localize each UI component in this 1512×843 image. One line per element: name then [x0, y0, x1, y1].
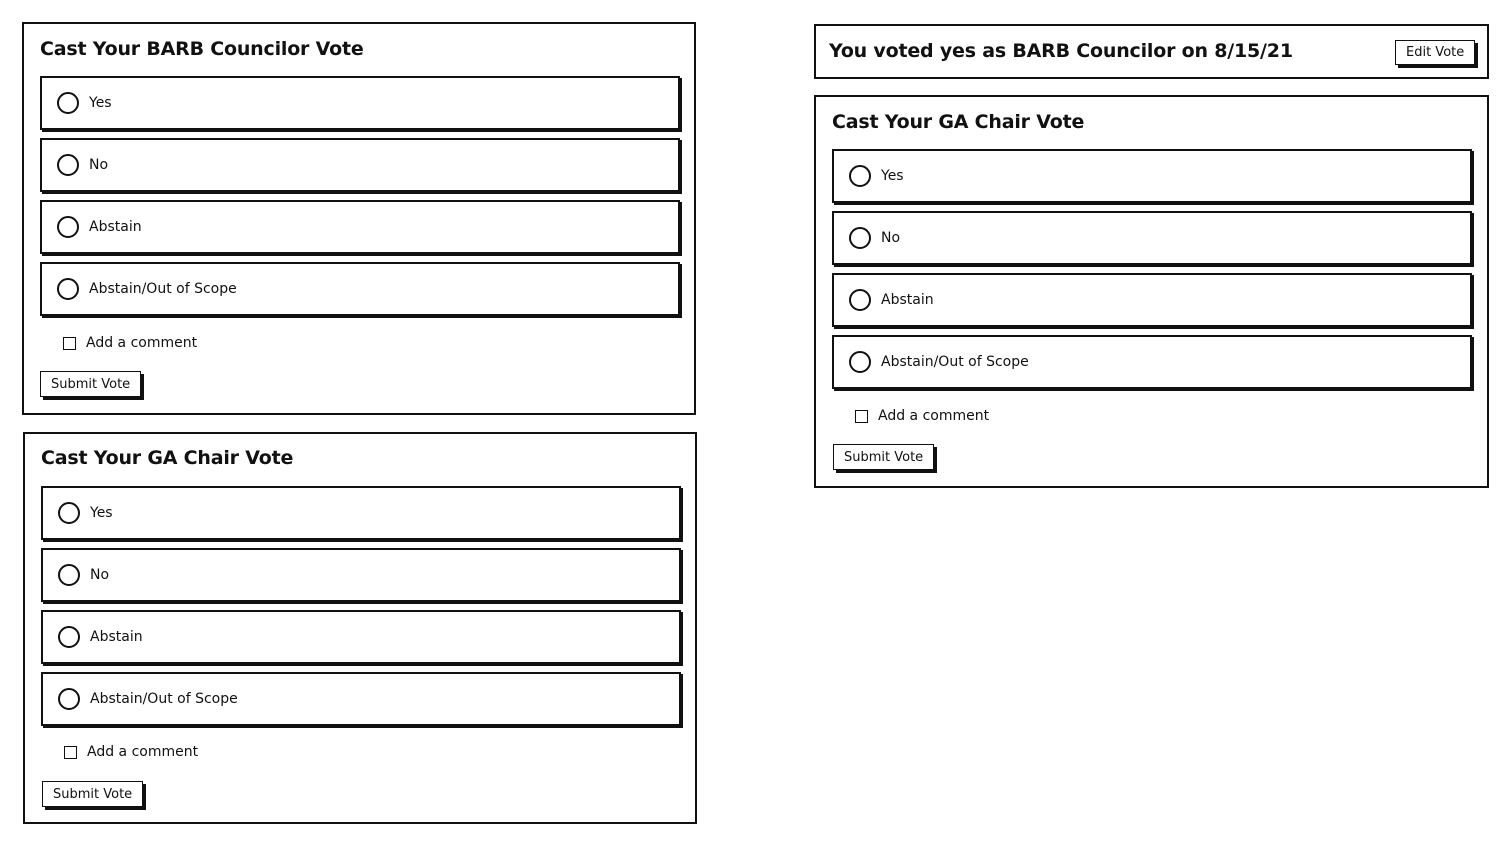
- radio-icon[interactable]: [849, 165, 871, 187]
- barb-add-comment-checkbox[interactable]: [63, 335, 197, 351]
- radio-icon[interactable]: [58, 564, 80, 586]
- add-comment-label: Add a comment: [86, 335, 198, 351]
- ga-right-option-abstain-out-of-scope[interactable]: [832, 335, 1472, 389]
- option-label: Yes: [90, 505, 113, 521]
- voted-status-text: You voted yes as BARB Councilor on 8/15/21: [829, 40, 1293, 62]
- radio-icon[interactable]: [57, 216, 79, 238]
- ga-right-option-abstain[interactable]: [832, 273, 1472, 327]
- radio-icon[interactable]: [57, 278, 79, 300]
- barb-option-abstain-out-of-scope[interactable]: [40, 262, 680, 316]
- option-label: No: [881, 230, 901, 246]
- ga-right-add-comment-checkbox[interactable]: [855, 408, 989, 424]
- barb-option-abstain[interactable]: [40, 200, 680, 254]
- option-label: Abstain/Out of Scope: [89, 281, 237, 297]
- option-label: Abstain/Out of Scope: [90, 691, 238, 707]
- option-label: Abstain: [90, 629, 143, 645]
- ga-left-option-abstain[interactable]: [41, 610, 681, 664]
- ga-right-option-yes[interactable]: [832, 149, 1472, 203]
- option-label: No: [89, 157, 109, 173]
- checkbox-icon[interactable]: [63, 337, 76, 350]
- ga-vote-left-title: Cast Your GA Chair Vote: [41, 447, 294, 469]
- ga-left-submit-vote-button[interactable]: Submit Vote: [42, 781, 143, 807]
- edit-vote-button[interactable]: Edit Vote: [1395, 40, 1475, 65]
- ga-left-option-abstain-out-of-scope[interactable]: [41, 672, 681, 726]
- barb-option-no[interactable]: [40, 138, 680, 192]
- ga-left-option-no[interactable]: [41, 548, 681, 602]
- option-label: Abstain/Out of Scope: [881, 354, 1029, 370]
- checkbox-icon[interactable]: [64, 746, 77, 759]
- radio-icon[interactable]: [58, 688, 80, 710]
- radio-icon[interactable]: [849, 351, 871, 373]
- radio-icon[interactable]: [58, 626, 80, 648]
- barb-submit-vote-button[interactable]: Submit Vote: [40, 371, 141, 397]
- radio-icon[interactable]: [58, 502, 80, 524]
- ga-left-add-comment-checkbox[interactable]: [64, 744, 198, 760]
- checkbox-icon[interactable]: [855, 410, 868, 423]
- radio-icon[interactable]: [57, 154, 79, 176]
- voted-status-banner: [814, 24, 1489, 79]
- option-label: Abstain: [881, 292, 934, 308]
- ga-vote-panel-left: [23, 432, 697, 824]
- barb-option-yes[interactable]: [40, 76, 680, 130]
- option-label: No: [90, 567, 110, 583]
- radio-icon[interactable]: [57, 92, 79, 114]
- ga-left-option-yes[interactable]: [41, 486, 681, 540]
- barb-vote-title: Cast Your BARB Councilor Vote: [40, 38, 364, 60]
- ga-vote-right-title: Cast Your GA Chair Vote: [832, 111, 1085, 133]
- ga-right-submit-vote-button[interactable]: Submit Vote: [833, 444, 934, 470]
- ga-right-option-no[interactable]: [832, 211, 1472, 265]
- radio-icon[interactable]: [849, 227, 871, 249]
- option-label: Yes: [89, 95, 112, 111]
- barb-vote-panel: [22, 22, 696, 415]
- radio-icon[interactable]: [849, 289, 871, 311]
- ga-vote-panel-right: [814, 95, 1489, 488]
- option-label: Abstain: [89, 219, 142, 235]
- add-comment-label: Add a comment: [87, 744, 199, 760]
- add-comment-label: Add a comment: [878, 408, 990, 424]
- option-label: Yes: [881, 168, 904, 184]
